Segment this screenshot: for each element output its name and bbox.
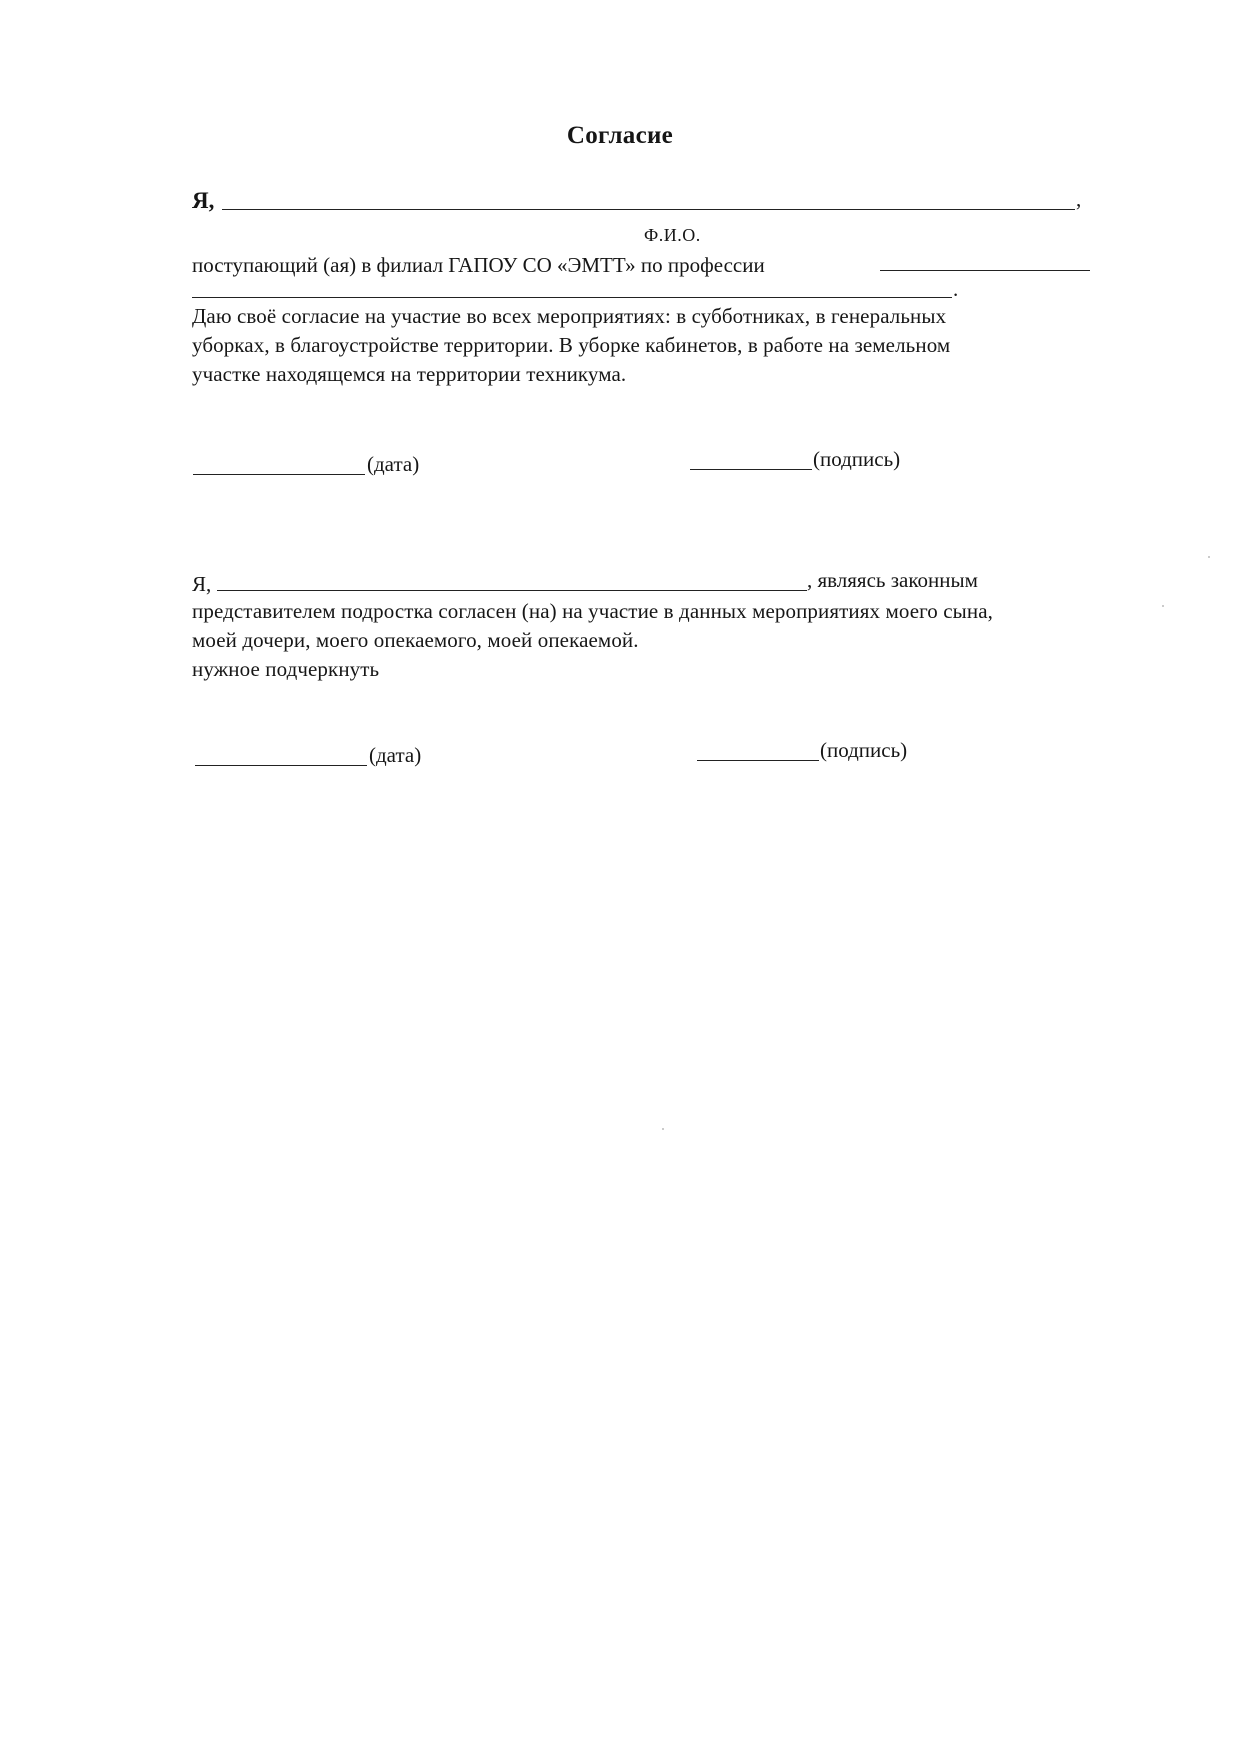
period: . xyxy=(953,277,959,301)
scan-speck xyxy=(1208,556,1210,558)
consent-paragraph xyxy=(192,302,1097,389)
signature-input-line[interactable] xyxy=(690,469,812,470)
i-prefix: Я, xyxy=(192,188,215,213)
fio-caption: Ф.И.О. xyxy=(644,225,701,245)
date-label: (дата) xyxy=(367,452,420,476)
signature-label: (подпись) xyxy=(813,447,901,471)
enroll-text: поступающий (ая) в филиал ГАПОУ СО «ЭМТТ» по профессии xyxy=(192,253,765,277)
date-input-line[interactable] xyxy=(193,474,365,475)
guardian-consent-paragraph xyxy=(192,597,1097,684)
comma: , xyxy=(1076,187,1082,211)
consent-line: уборках, в благоустройстве территории. В уборке кабинетов, в работе на земельном xyxy=(192,333,951,357)
scan-speck xyxy=(662,1128,664,1130)
signature-input-line[interactable] xyxy=(697,760,819,761)
date-input-line[interactable] xyxy=(195,765,367,766)
profession-input-line[interactable] xyxy=(880,270,1090,271)
legal-representative-text: , являясь законным xyxy=(807,568,978,592)
i-prefix: Я, xyxy=(192,572,212,596)
consent-line: участке находящемся на территории техникума. xyxy=(192,362,627,386)
profession-continuation-line[interactable] xyxy=(192,297,952,298)
document-title: Согласие xyxy=(566,122,674,149)
fio-input-line[interactable] xyxy=(222,209,1075,210)
date-label: (дата) xyxy=(369,743,422,767)
representative-name-input-line[interactable] xyxy=(217,590,807,591)
scan-speck xyxy=(1162,605,1164,607)
underline-note: нужное подчеркнуть xyxy=(192,657,380,681)
signature-label: (подпись) xyxy=(820,738,908,762)
consent-line: Даю своё согласие на участие во всех мероприятиях: в субботниках, в генеральных xyxy=(192,304,947,328)
consent-line: представителем подростка согласен (на) на участие в данных мероприятиях моего сына, xyxy=(192,599,993,623)
consent-line: моей дочери, моего опекаемого, моей опекаемой. xyxy=(192,628,639,652)
